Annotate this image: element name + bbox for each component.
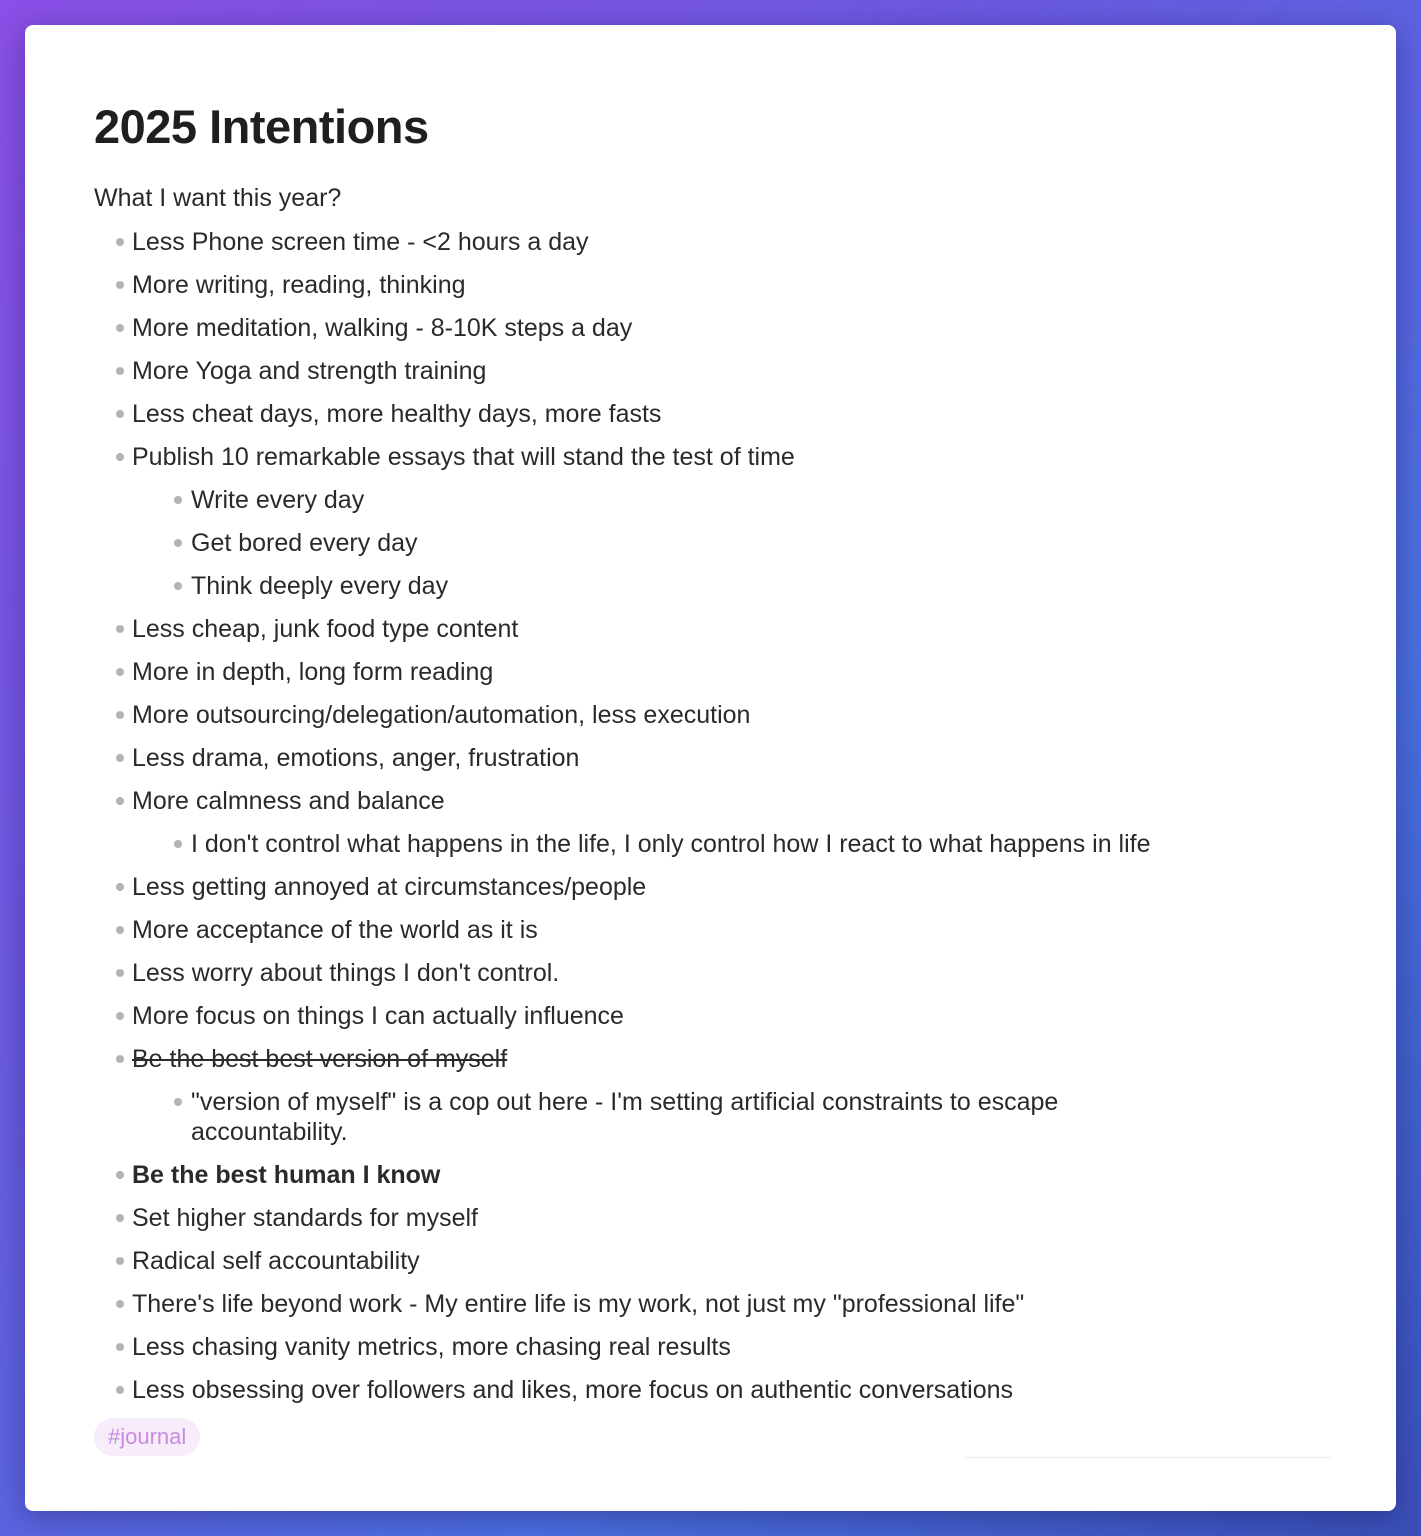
list-item-text: Publish 10 remarkable essays that will stand the test of time — [132, 442, 795, 471]
bullet-dot-icon[interactable] — [116, 625, 124, 633]
bullet-dot-icon[interactable] — [116, 324, 124, 332]
list-item-text: Less chasing vanity metrics, more chasing real results — [132, 1332, 731, 1361]
bullet-dot-icon[interactable] — [174, 496, 182, 504]
sub-list-item[interactable] — [94, 478, 1324, 521]
bullet-dot-icon[interactable] — [116, 453, 124, 461]
list-item-text: More Yoga and strength training — [132, 356, 487, 385]
list-item[interactable] — [94, 220, 1324, 263]
bullet-dot-icon[interactable] — [116, 1386, 124, 1394]
list-item-text: Less Phone screen time - <2 hours a day — [132, 227, 589, 256]
list-item-text: More outsourcing/delegation/automation, less execution — [132, 700, 751, 729]
list-item-text: Get bored every day — [191, 528, 418, 557]
list-item-text: Set higher standards for myself — [132, 1203, 478, 1232]
bullet-dot-icon[interactable] — [116, 238, 124, 246]
list-item-text: "version of myself" is a cop out here - I'm setting artificial constraints to escape accountability. — [191, 1087, 1059, 1146]
sub-list-item[interactable] — [94, 564, 1324, 607]
list-item[interactable] — [94, 1153, 1324, 1196]
list-item-text: Radical self accountability — [132, 1246, 420, 1275]
list-item[interactable] — [94, 306, 1324, 349]
bullet-dot-icon[interactable] — [116, 1055, 124, 1063]
list-item[interactable] — [94, 650, 1324, 693]
bullet-dot-icon[interactable] — [174, 539, 182, 547]
list-item[interactable] — [94, 1037, 1324, 1080]
list-item[interactable] — [94, 736, 1324, 779]
list-item-text: Less drama, emotions, anger, frustration — [132, 743, 580, 772]
list-item[interactable] — [94, 1282, 1324, 1325]
list-item-text: More writing, reading, thinking — [132, 270, 466, 299]
bullet-dot-icon[interactable] — [116, 883, 124, 891]
bullet-dot-icon[interactable] — [116, 797, 124, 805]
list-item[interactable] — [94, 392, 1324, 435]
list-item-text: More acceptance of the world as it is — [132, 915, 538, 944]
sub-list-item[interactable] — [94, 822, 1324, 865]
bullet-list — [94, 220, 1324, 1411]
bullet-dot-icon[interactable] — [116, 711, 124, 719]
bullet-dot-icon[interactable] — [116, 969, 124, 977]
bullet-dot-icon[interactable] — [116, 1012, 124, 1020]
list-item[interactable] — [94, 349, 1324, 392]
list-item[interactable] — [94, 908, 1324, 951]
bullet-dot-icon[interactable] — [116, 410, 124, 418]
list-item[interactable] — [94, 994, 1324, 1037]
list-item-text: Think deeply every day — [191, 571, 449, 600]
list-item[interactable] — [94, 1196, 1324, 1239]
sub-list-item[interactable] — [94, 521, 1324, 564]
bullet-dot-icon[interactable] — [116, 668, 124, 676]
list-item[interactable] — [94, 1239, 1324, 1282]
divider — [965, 1457, 1331, 1458]
list-item-text: Less cheap, junk food type content — [132, 614, 519, 643]
bullet-dot-icon[interactable] — [116, 1214, 124, 1222]
bullet-dot-icon[interactable] — [116, 754, 124, 762]
list-item[interactable] — [94, 1368, 1324, 1411]
list-item-text: Be the best human I know — [132, 1160, 441, 1189]
sub-list-item[interactable] — [94, 1080, 1324, 1153]
list-item[interactable] — [94, 865, 1324, 908]
bullet-dot-icon[interactable] — [116, 1257, 124, 1265]
note-card — [25, 25, 1396, 1511]
list-item[interactable] — [94, 607, 1324, 650]
list-item[interactable] — [94, 435, 1324, 478]
list-item[interactable] — [94, 951, 1324, 994]
list-item-text: I don't control what happens in the life, I only control how I react to what happens in life — [191, 829, 1151, 858]
list-item-text: Write every day — [191, 485, 365, 514]
bullet-dot-icon[interactable] — [116, 1300, 124, 1308]
list-item-text: Less getting annoyed at circumstances/people — [132, 872, 647, 901]
list-item-text: More calmness and balance — [132, 786, 445, 815]
bullet-dot-icon[interactable] — [116, 926, 124, 934]
list-item-text: Less cheat days, more healthy days, more fasts — [132, 399, 662, 428]
list-item-text: There's life beyond work - My entire life is my work, not just my "professional life" — [132, 1289, 1025, 1318]
bullet-dot-icon[interactable] — [116, 367, 124, 375]
note-intro[interactable]: What I want this year? — [94, 184, 342, 212]
bullet-dot-icon[interactable] — [116, 281, 124, 289]
list-item-text: Less obsessing over followers and likes, more focus on authentic conversations — [132, 1375, 1014, 1404]
list-item[interactable] — [94, 779, 1324, 822]
bullet-dot-icon[interactable] — [174, 582, 182, 590]
list-item-text: Be the best best version of myself — [132, 1044, 508, 1073]
list-item[interactable] — [94, 263, 1324, 306]
list-item-text: More in depth, long form reading — [132, 657, 494, 686]
bullet-dot-icon[interactable] — [174, 840, 182, 848]
list-item-text: More meditation, walking - 8-10K steps a day — [132, 313, 633, 342]
list-item[interactable] — [94, 693, 1324, 736]
bullet-dot-icon[interactable] — [116, 1343, 124, 1351]
note-title[interactable]: 2025 Intentions — [94, 100, 429, 153]
journal-tag[interactable]: #journal — [94, 1418, 200, 1456]
list-item[interactable] — [94, 1325, 1324, 1368]
bullet-dot-icon[interactable] — [116, 1171, 124, 1179]
bullet-dot-icon[interactable] — [174, 1098, 182, 1106]
list-item-text: Less worry about things I don't control. — [132, 958, 560, 987]
list-item-text: More focus on things I can actually influence — [132, 1001, 624, 1030]
